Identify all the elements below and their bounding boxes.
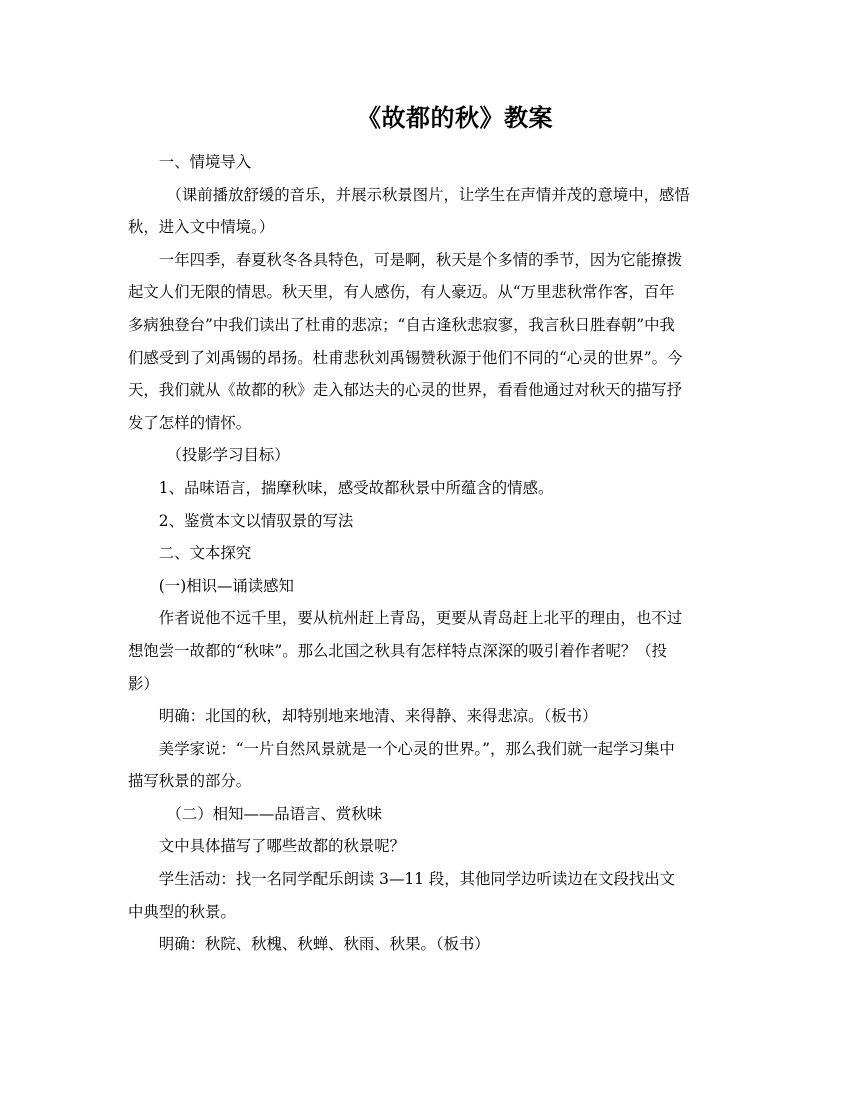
paragraph-line: 影）: [128, 674, 159, 693]
heading-text-exploration: 二、文本探究: [158, 544, 252, 563]
subheading: （二）相知——品语言、赏秋味: [166, 804, 382, 823]
paragraph-line: 起文人们无限的情思。秋天里，有人感伤，有人豪迈。从“万里悲秋常作客，百年: [128, 283, 675, 302]
document-body: [128, 146, 740, 961]
goal-item: 1、品味语言，揣摩秋味，感受故都秋景中所蕴含的情感。: [158, 478, 554, 497]
heading-situation-intro: 一、情境导入: [158, 153, 252, 171]
paragraph-line: 发了怎样的情怀。: [128, 413, 252, 432]
paragraph-line: 中典型的秋景。: [128, 902, 236, 921]
paragraph-line: 文中具体描写了哪些故都的秋景呢？: [158, 837, 406, 856]
document-title: 《故都的秋》教案: [357, 103, 553, 132]
subheading: (一)相识—诵读感知: [158, 576, 294, 595]
paragraph-line: 明确：北国的秋，却特别地来地清、来得静、来得悲凉。（板书）: [158, 707, 598, 726]
paragraph-line: 学生活动：找一名同学配乐朗读 3—11 段，其他同学边听读边在文段找出文: [158, 870, 676, 889]
paragraph-line: 美学家说：“一片自然风景就是一个心灵的世界。”，那么我们就一起学习集中: [158, 739, 675, 758]
paragraph-line: 描写秋景的部分。: [128, 772, 252, 791]
paragraph-line: 明确：秋院、秋槐、秋蝉、秋雨、秋果。（板书）: [158, 935, 490, 954]
paragraph-line: 秋，进入文中情境。）: [128, 218, 275, 237]
paragraph-line: 多病独登台”中我们读出了杜甫的悲凉；“自古逢秋悲寂寥，我言秋日胜春朝”中我: [128, 315, 675, 334]
goal-item: 2、鉴赏本文以情驭景的写法: [158, 511, 354, 530]
paragraph-line: （课前播放舒缓的音乐，并展示秋景图片，让学生在声情并茂的意境中，感悟: [166, 185, 690, 204]
paragraph-line: 们感受到了刘禹锡的昂扬。杜甫悲秋刘禹锡赞秋源于他们不同的“心灵的世界”。今: [128, 348, 683, 367]
paragraph-line: 想饱尝一故都的“秋味”。那么北国之秋具有怎样特点深深的吸引着作者呢？（投: [128, 641, 668, 660]
paragraph-line: （投影学习目标）: [166, 446, 290, 465]
paragraph-line: 天，我们就从《故都的秋》走入郁达夫的心灵的世界，看看他通过对秋天的描写抒: [128, 381, 683, 400]
paragraph-line: 作者说他不远千里，要从杭州赶上青岛，更要从青岛赶上北平的理由，也不过: [158, 609, 683, 628]
paragraph-line: 一年四季，春夏秋冬各具特色，可是啊，秋天是个多情的季节，因为它能撩拨: [158, 250, 683, 269]
